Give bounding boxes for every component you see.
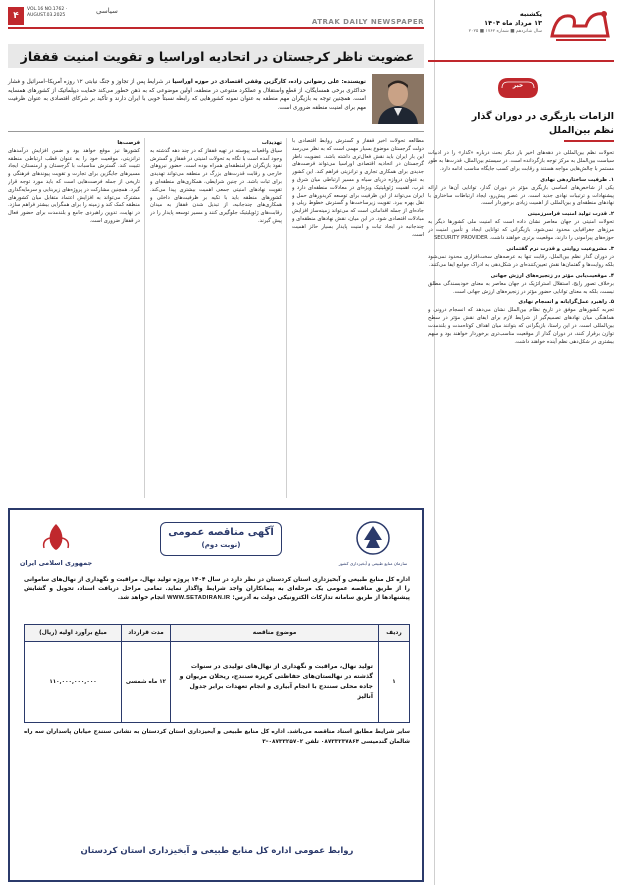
opinion-column bbox=[428, 60, 614, 882]
row-amount: ۱۱۰,۰۰۰,۰۰۰,۰۰۰ bbox=[25, 642, 122, 723]
ad-title-box bbox=[160, 522, 282, 556]
ad-title: آگهی مناقصه عمومی bbox=[168, 527, 274, 538]
col-index-header: ردیف bbox=[379, 625, 410, 642]
section-text-1: یکی از شاخص‌های اساسی بازیگری مؤثر در دوران گذار، توانایی آن‌ها در ارائه پیشنهادات و ترتیبات نهادی جدید است. در عصر پیش‌رو، ایجاد ارتباطات ساختاری با نهادهای منطقه‌ای و بین‌المللی از اهمیت زیادی برخوردار است. bbox=[428, 184, 614, 207]
organization-logo bbox=[336, 518, 410, 570]
section-heading-2: ۲. قدرت تولید امنیت فراسرزمینی bbox=[527, 211, 614, 218]
author-photo bbox=[372, 74, 424, 124]
row-duration: ۱۲ ماه شمسی bbox=[122, 642, 171, 723]
article-divider bbox=[8, 131, 424, 132]
org-name-left: جمهوری اسلامی ایران bbox=[20, 559, 92, 567]
article-author: نویسنده: علی رضوانی زاده، کارگزین وقفی اقتصادی در حوزه اوراسیا bbox=[172, 79, 366, 85]
section-heading-5: ۵. راهبرد عمل‌گرایانه و انسجام نهادی bbox=[518, 299, 614, 306]
logo-icon bbox=[546, 6, 614, 46]
ad-text: اداره کل منابع طبیعی و آبخیزداری استان کردستان در نظر دارد در سال ۱۴۰۴ پروژه تولید نهال، مراقبت و نگهداری از نهال‌های ساموانی را از طریق مناقصه عمومی یک مرحله‌ای به پیمانکاران واجد شرایط واگذار نماید. تمامی مراحل دریافت اسناد، تحویل و گشایش پیشنهادها از طریق سامانه تدارکات الکترونیکی دولت به آدرس: bbox=[24, 577, 410, 602]
section-heading-3: ۳. مشروعیت روایتی و قدرت نرم گفتمانی bbox=[506, 245, 614, 252]
column-title-line2: نظم بین‌الملل bbox=[548, 125, 614, 136]
column-top-rule bbox=[428, 60, 614, 62]
section-heading-1: ۱. ظرفیت ساختاردهی نهادی bbox=[540, 176, 614, 183]
title-accent-bar bbox=[564, 140, 614, 142]
row-subject: تولید نهال، مراقبت و نگهداری از نهال‌های تولیدی در سنوات گذشته در نهالستان‌های حفاظتی کریزه سنندج، ریحلان مریوان و جاده محلی سنندج با انجام آبیاری و انجام تعهدات برابر جدول آنالیز bbox=[171, 642, 379, 723]
portrait-image bbox=[372, 74, 424, 124]
column-body bbox=[428, 150, 614, 880]
subheading: فرصت‌ها bbox=[117, 140, 140, 146]
ad-signature: روابط عمومی اداره کل منابع طبیعی و آبخیزداری استان کردستان bbox=[80, 846, 354, 856]
row-index: ۱ bbox=[379, 642, 410, 723]
column-title: الزامات بازیگری در دوران گذار bbox=[471, 111, 614, 122]
newspaper-logo bbox=[546, 6, 614, 46]
org-name-right: سازمان منابع طبیعی و آبخیزداری کشور bbox=[338, 561, 408, 566]
article-column-2 bbox=[150, 138, 282, 498]
section-label: سیاسی bbox=[96, 7, 118, 15]
masthead bbox=[428, 4, 614, 54]
iran-emblem bbox=[20, 520, 92, 570]
header-rule bbox=[8, 27, 424, 29]
col-duration-header: مدت قرارداد bbox=[122, 625, 171, 642]
issue-number: سال شانزدهم ■ شماره ۱۷۶۲ ■ ۲۰۲۵ bbox=[468, 29, 542, 34]
article-headline bbox=[8, 44, 424, 68]
section-text-5: تجربه کشورهای موفق در تاریخ نظام بین‌الملل نشان می‌دهد که انسجام درونی و هماهنگی میان نهادهای تصمیم‌گیر از شرایط لازم برای ایفای نقش مؤثر در سطح بین‌المللی است. در این راستا، بازیگرانی که بتوانند میان اهداف کوتاه‌مدت و بلندمدت توازن برقرار کنند، در دوران گذار از موقعیت مناسب‌تری برخوردار خواهند بود و سهم بیشتری در شکل‌دهی نظم آینده خواهند داشت. bbox=[428, 307, 614, 345]
lead-text: در شرایط پس از تجاوز و جنگ نیابتی ۱۲ روزه آمریکا–اسرائیل و فشار حداکثری برخی همسایگان، از قطع واستقلال و عملکرد متنوعی در منطقه، اولین موضوعی که به ذهن خطور می‌کند حمایت دیپلماتیک از کشورهای همسایه است. همچنین توجه به بازیگران مهم منطقه به عنوان نمونه کشورهایی که رابطه نسبتاً خوبی با ایران دارند و تأکید بر شرکای اقتصادی به عنوان ظرفیت مهم برای امنیت منطقه ضروری است. bbox=[8, 79, 366, 111]
ad-footer-text: سایر شرایط مطابق اسناد مناقصه می‌باشد. اداره کل منابع طبیعی و آبخیزداری استان کردستان به نشانی سنندج خیابان پاسداران سه راه شالمان گندمیسی ۰۸۷۳۳۲۳۷۸۶۴ تلفن ۰۸۷۳۳۲۵۷۰۲–۳ bbox=[24, 729, 410, 745]
article-body bbox=[8, 138, 424, 498]
section-text-2: تحولات امنیتی در جهان معاصر نشان داده است که امنیت ملی کشورها دیگر به مرزهای جغرافیایی محدود نمی‌شود. بازیگرانی که توانایی ایجاد و تأمین امنیت در حوزه‌های پیرامونی را دارند، موقعیت برتری خواهند داشت. SECURITY PROVIDER bbox=[428, 219, 614, 242]
emblem-icon bbox=[20, 520, 92, 570]
date: ۱۳ مرداد ماه ۱۴۰۴ bbox=[484, 19, 542, 27]
ad-text-tail: انجام خواهد شد. bbox=[117, 595, 166, 602]
column-separator bbox=[286, 138, 287, 498]
issue-date bbox=[469, 10, 542, 35]
ad-description bbox=[24, 576, 410, 604]
section-heading-4: ۴. موقعیت‌یابی مؤثر در زنجیره‌های ارزش جهانی bbox=[490, 272, 614, 279]
column-text: کشورها نیز موقع خواهد بود و ضمن افزایش درآمدهای ترانزیتی، موقعیت خود را به عنوان قطب ارتباطی منطقه تثبیت کند. گسترش مناسبات با گرجستان و ارمنستان، ایجاد مسیرهای جایگزین برای تجارت و تقویت پیوندهای فرهنگی و تاریخی از جمله فرصت‌هایی است که باید مورد توجه قرار گیرد. همچنین مشارکت در پروژه‌های زیربنایی و سرمایه‌گذاری مشترک می‌تواند به افزایش اعتماد متقابل میان کشورهای منطقه کمک کند و زمینه را برای همگرایی بیشتر فراهم سازد. در نهایت، تدوین راهبردی جامع و بلندمدت برای حضور فعال در قفقاز ضروری است. bbox=[8, 147, 140, 224]
forest-org-icon bbox=[336, 518, 410, 570]
subheading: تهدیدات bbox=[261, 140, 282, 146]
section-text-3: در دوران گذار نظم بین‌الملل، رقابت تنها به عرصه‌های سخت‌افزاری محدود نمی‌شود بلکه روایت‌ها و گفتمان‌ها نقش تعیین‌کننده‌ای در شکل‌دهی به ادراک جوامع ایفا می‌کنند. bbox=[428, 253, 614, 268]
page-header bbox=[8, 7, 424, 39]
headline-text: عضویت ناظر کرجستان در اتحادیه اوراسیا و تقویت امنیت قفقاز bbox=[20, 49, 414, 64]
page-number: ۴ bbox=[8, 7, 24, 25]
weekday: یکشنبه bbox=[519, 10, 542, 18]
volume-info: VOL.16 NO.1762 · AUGUST.03.2025 bbox=[27, 7, 68, 18]
col-subject-header: موضوع مناقصه bbox=[171, 625, 379, 642]
intro-text: تحولات نظم بین‌المللی در دهه‌های اخیر بار دیگر بحث درباره «گذار» را در ادبیات سیاست بین‌الملل به مرکز توجه بازگردانده است. در سیستم بین‌الملل، قدرت‌ها به طور مستمر با چالش‌هایی مواجه هستند و رقابت برای کسب جایگاه مناسب ادامه دارد. bbox=[428, 150, 614, 172]
column-separator bbox=[144, 138, 145, 498]
badge-label: خبر bbox=[512, 82, 524, 89]
table-row bbox=[25, 642, 410, 723]
tender-table bbox=[24, 624, 410, 723]
table-header-row bbox=[25, 625, 410, 642]
section-text-4: برخلاف تصور رایج، استقلال استراتژیک در جهان معاصر به معنای خودبسندگی مطلق نیست، بلکه به معنای توانایی حضور مؤثر در زنجیره‌های ارزش جهانی است. bbox=[428, 280, 614, 295]
ad-website: WWW.SETADIRAN.IR bbox=[167, 595, 231, 602]
article-lead bbox=[8, 78, 366, 112]
ad-title-sub: (نوبت دوم) bbox=[201, 541, 241, 549]
article-column-3 bbox=[8, 138, 140, 498]
col-amount-header: مبلغ برآورد اولیه (ریال) bbox=[25, 625, 122, 642]
tender-advertisement bbox=[8, 508, 424, 882]
column-text: سیاق واقعیات پیوسته در تهیه قفقاز که در چند دهه گذشته به وجود آمده است با نگاه به تحولات امنیتی در قفقاز و گسترش نفوذ بازیگران فرامنطقه‌ای همراه بوده است. حضور نیروهای خارجی و رقابت قدرت‌های بزرگ در منطقه می‌تواند تهدیدی برای ثبات باشد. در چنین شرایطی، همکاری‌های منطقه‌ای و تقویت نهادهای امنیتی جمعی اهمیت بیشتری پیدا می‌کند. کشورهای منطقه باید با تکیه بر ظرفیت‌های داخلی و همکاری‌های چندجانبه، از تبدیل شدن قفقاز به میدان رقابت‌های ژئوپلیتیک جلوگیری کنند و مسیر توسعه پایدار را در پیش گیرند. bbox=[150, 147, 282, 224]
article-column-1: مطالعه تحولات اخیر قفقاز و گسترش روابط اقتصادی با دولت گرجستان موضوع بسیار مهمی است که به نظر می‌رسد این بار ایران باید نقش فعال‌تری داشته باشد. عضویت ناظر گرجستان در اتحادیه اقتصادی اوراسیا می‌تواند فرصت‌های جدیدی برای همکاری تجاری و ترانزیتی فراهم کند. این کشور به عنوان دروازه دریای سیاه و مسیر ارتباطی میان شرق و غرب، اهمیت ژئوپلیتیک ویژه‌ای در معادلات منطقه‌ای دارد و ایران می‌تواند از این ظرفیت برای توسعه کریدورهای حمل و نقل بهره ببرد. تقویت زیرساخت‌ها و گسترش خطوط ریلی و جاده‌ای از جمله اقداماتی است که می‌تواند زمینه‌ساز افزایش مبادلات اقتصادی شود. در این میان، نقش نهادهای منطقه‌ای و چندجانبه در ایجاد ثبات و امنیت پایدار بسیار حائز اهمیت است. bbox=[292, 138, 424, 238]
paper-name: ATRAK DAILY NEWSPAPER bbox=[311, 18, 424, 26]
